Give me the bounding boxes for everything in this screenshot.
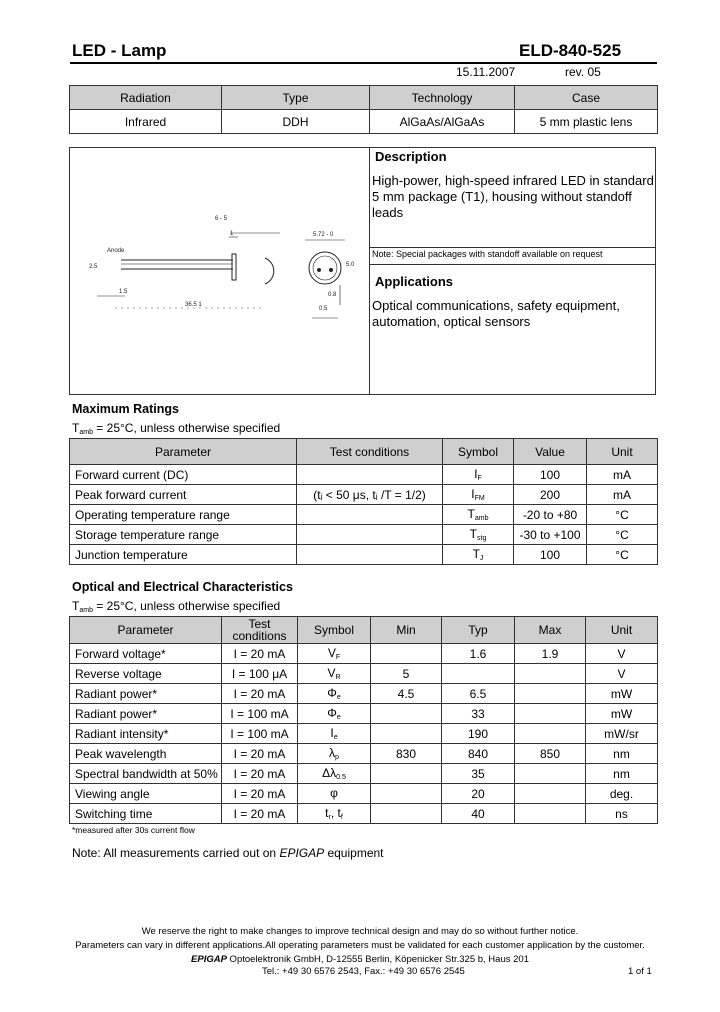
oc-symbol2-text: , t	[330, 806, 341, 820]
max-ratings-table	[69, 438, 658, 565]
summary-header-row	[70, 86, 658, 110]
oc-header-parameter: Parameter	[70, 617, 222, 644]
oc-conditions-text: I = 100 mA	[230, 726, 289, 741]
summary-case: 5 mm plastic lens	[515, 110, 658, 134]
note-brand: EPIGAP	[279, 846, 325, 860]
oc-cond-sub: amb	[79, 607, 93, 614]
applications-line-1: Optical communications, safety equipment,	[372, 298, 620, 313]
description-line-2: 5 mm package (T1), housing without standoff	[372, 189, 632, 204]
oc-typ	[442, 784, 515, 804]
oc-max-text: 1.9	[541, 646, 559, 661]
mr-unit-text: °C	[615, 507, 629, 522]
description-hrule-1	[369, 247, 656, 248]
oc-parameter	[70, 684, 222, 704]
oc-min	[371, 724, 442, 744]
dim-08-label: 0.8	[328, 292, 337, 298]
mr-parameter-text: Operating temperature range	[75, 507, 230, 522]
dim-lead-label: 5.72 - 0	[313, 232, 334, 238]
opt-char-table	[69, 616, 658, 824]
document-title: LED - Lamp	[72, 41, 167, 60]
oc-parameter-text: Forward voltage*	[75, 646, 166, 661]
max-ratings-title: Maximum Ratings	[72, 402, 179, 416]
oc-typ-text: 6.5	[469, 686, 487, 701]
oc-parameter-text: Spectral bandwidth at 50%	[75, 766, 218, 781]
oc-min-text: 4.5	[397, 686, 415, 701]
oc-max	[515, 704, 586, 724]
document-revision: rev. 05	[565, 65, 601, 79]
mr-symbol	[443, 485, 514, 505]
oc-conditions-text: I = 20 mA	[233, 766, 286, 781]
dim-05-label: 0.5	[319, 306, 328, 312]
dim-1-label: 1	[230, 231, 234, 237]
oc-parameter	[70, 804, 222, 824]
oc-conditions	[222, 704, 298, 724]
oc-max	[515, 764, 586, 784]
mr-value-text: 100	[539, 467, 561, 482]
oc-unit-text: ns	[615, 806, 628, 821]
oc-min	[371, 664, 442, 684]
anode-label: Anode	[107, 248, 125, 254]
oc-min	[371, 684, 442, 704]
oc-parameter-text: Reverse voltage	[75, 666, 162, 681]
oc-symbol	[298, 784, 371, 804]
mr-symbol-sub: J	[479, 555, 484, 562]
cond-text: = 25°C, unless otherwise specified	[92, 421, 281, 435]
oc-symbol-sub: r	[328, 814, 331, 821]
oc-parameter-text: Peak wavelength	[75, 746, 167, 761]
oc-parameter	[70, 764, 222, 784]
oc-min-text: 830	[395, 746, 417, 761]
pin-1	[318, 269, 321, 272]
mr-parameter	[70, 465, 297, 485]
mr-parameter	[70, 525, 297, 545]
oc-unit-text: deg.	[609, 786, 634, 801]
oc-typ	[442, 644, 515, 664]
pin-2	[330, 269, 333, 272]
table-row	[70, 644, 658, 664]
oc-symbol-text: t	[325, 806, 329, 820]
oc-max	[515, 744, 586, 764]
oc-symbol-sub: F	[335, 654, 341, 661]
footer-brand: EPIGAP	[191, 954, 227, 965]
oc-conditions	[222, 804, 298, 824]
mr-unit	[587, 485, 658, 505]
mr-value	[514, 505, 587, 525]
mr-symbol-text: I	[471, 487, 475, 501]
oc-cond-t: T	[72, 599, 80, 613]
opt-char-title: Optical and Electrical Characteristics	[72, 580, 293, 594]
oc-symbol	[298, 644, 371, 664]
oc-symbol	[298, 744, 371, 764]
mr-value-text: 100	[539, 547, 561, 562]
mr-symbol-text: I	[474, 467, 478, 481]
oc-typ-text: 20	[471, 786, 485, 801]
oc-header-min: Min	[371, 617, 442, 644]
mr-parameter-text: Peak forward current	[75, 487, 187, 502]
oc-unit	[586, 744, 658, 764]
summary-radiation: Infrared	[70, 110, 222, 134]
oc-typ-text: 840	[467, 746, 489, 761]
opt-char-header-row	[70, 617, 658, 644]
oc-header-symbol: Symbol	[298, 617, 371, 644]
oc-header-typ: Typ	[442, 617, 515, 644]
mr-header-parameter: Parameter	[70, 439, 297, 465]
dim-15-label: 1.5	[119, 289, 128, 295]
mr-header-unit: Unit	[587, 439, 658, 465]
oc-max	[515, 724, 586, 744]
table-row	[70, 525, 658, 545]
oc-symbol-text: λ	[329, 746, 336, 760]
oc-typ	[442, 684, 515, 704]
oc-unit-text: mW	[610, 686, 633, 701]
oc-parameter-text: Radiant power*	[75, 686, 158, 701]
mr-value	[514, 485, 587, 505]
table-row	[70, 744, 658, 764]
oc-symbol	[298, 664, 371, 684]
oc-parameter	[70, 644, 222, 664]
package-drawing	[75, 200, 365, 330]
mr-value-text: 200	[539, 487, 561, 502]
mr-symbol-sub: F	[477, 475, 482, 482]
dim-top-label: 6 - 5	[215, 216, 228, 222]
oc-conditions	[222, 684, 298, 704]
oc-conditions-text: I = 20 mA	[233, 786, 286, 801]
oc-max	[515, 804, 586, 824]
table-row	[70, 784, 658, 804]
mr-symbol	[443, 465, 514, 485]
lens-outline	[265, 258, 274, 284]
table-row	[70, 664, 658, 684]
oc-conditions-text: I = 20 mA	[233, 746, 286, 761]
mr-symbol-text: T	[467, 507, 475, 521]
dim-25-label: 2.5	[89, 264, 98, 270]
mr-unit	[587, 465, 658, 485]
mr-parameter-text: Forward current (DC)	[75, 467, 189, 482]
page-number: 1 of 1	[628, 966, 652, 977]
oc-symbol-text: V	[327, 646, 336, 660]
mr-header-conditions: Test conditions	[297, 439, 443, 465]
mr-unit-text: mA	[613, 487, 631, 502]
summary-header-case: Case	[515, 86, 658, 110]
max-ratings-body	[70, 465, 658, 565]
footer-line-2: Parameters can vary in different applications.All operating parameters must be validated for each customer application by the customer.	[75, 940, 645, 951]
oc-parameter-text: Radiant intensity*	[75, 726, 169, 741]
equipment-note	[72, 846, 384, 860]
oc-header-conditions: Test conditions	[222, 617, 298, 644]
oc-symbol	[298, 684, 371, 704]
summary-header-technology: Technology	[370, 86, 515, 110]
oc-symbol	[298, 764, 371, 784]
oc-symbol-sub: R	[335, 674, 341, 681]
table-row	[70, 545, 658, 565]
oc-conditions-text: I = 20 mA	[233, 686, 286, 701]
description-heading: Description	[375, 149, 447, 164]
oc-max	[515, 644, 586, 664]
mr-header-value: Value	[514, 439, 587, 465]
mr-symbol-sub: stg	[477, 535, 487, 542]
mr-symbol	[443, 505, 514, 525]
oc-min	[371, 804, 442, 824]
opt-char-body	[70, 644, 658, 824]
oc-typ	[442, 804, 515, 824]
package-front-inner	[313, 256, 337, 280]
oc-unit	[586, 664, 658, 684]
measurement-footnote: *measured after 30s current flow	[72, 825, 195, 835]
oc-typ-text: 190	[467, 726, 489, 741]
mr-parameter	[70, 545, 297, 565]
mr-conditions	[297, 545, 443, 565]
oc-symbol-sub: e	[333, 734, 338, 741]
oc-conditions	[222, 724, 298, 744]
oc-symbol-sub: e	[336, 714, 341, 721]
oc-unit	[586, 704, 658, 724]
special-package-note: Note: Special packages with standoff available on request	[372, 249, 603, 259]
oc-symbol	[298, 724, 371, 744]
table-row	[70, 465, 658, 485]
table-row	[70, 764, 658, 784]
mr-parameter-text: Junction temperature	[75, 547, 188, 562]
mr-header-symbol: Symbol	[443, 439, 514, 465]
footer-line-4: Tel.: +49 30 6576 2543, Fax.: +49 30 6576 2545	[262, 966, 465, 977]
summary-table	[69, 85, 658, 134]
oc-parameter	[70, 784, 222, 804]
oc-unit-text: nm	[613, 746, 630, 761]
note-suffix: equipment	[324, 846, 384, 860]
oc-symbol-text: φ	[330, 786, 338, 800]
oc-symbol-text: I	[330, 726, 334, 740]
oc-unit	[586, 684, 658, 704]
mr-value-text: -30 to +100	[519, 527, 581, 542]
summary-header-radiation: Radiation	[70, 86, 222, 110]
oc-unit-text: mW	[610, 706, 633, 721]
oc-min	[371, 764, 442, 784]
mr-value	[514, 525, 587, 545]
oc-unit	[586, 804, 658, 824]
oc-typ-text: 40	[471, 806, 485, 821]
oc-conditions	[222, 664, 298, 684]
oc-symbol-sub: p	[335, 754, 339, 761]
oc-unit-text: mW/sr	[604, 726, 639, 741]
mr-conditions	[297, 505, 443, 525]
oc-max	[515, 684, 586, 704]
mr-parameter	[70, 485, 297, 505]
mr-unit	[587, 505, 658, 525]
oc-typ-text: 35	[471, 766, 485, 781]
oc-typ	[442, 704, 515, 724]
oc-unit	[586, 724, 658, 744]
header-rule	[70, 62, 657, 64]
oc-conditions	[222, 764, 298, 784]
oc-max	[515, 664, 586, 684]
oc-symbol-sub: 0.5	[336, 774, 346, 781]
table-row	[70, 684, 658, 704]
table-row	[70, 704, 658, 724]
oc-parameter	[70, 744, 222, 764]
oc-symbol-sub: e	[336, 694, 341, 701]
oc-parameter	[70, 724, 222, 744]
summary-technology: AlGaAs/AlGaAs	[370, 110, 515, 134]
mr-symbol-sub: amb	[474, 515, 489, 522]
mr-symbol	[443, 545, 514, 565]
part-number: ELD-840-525	[519, 41, 622, 60]
oc-symbol	[298, 804, 371, 824]
description-hrule-2	[369, 264, 656, 265]
oc-conditions	[222, 744, 298, 764]
oc-min	[371, 784, 442, 804]
max-ratings-header-row	[70, 439, 658, 465]
table-row	[70, 724, 658, 744]
mr-conditions	[297, 525, 443, 545]
mr-value	[514, 545, 587, 565]
oc-typ	[442, 764, 515, 784]
footer-line-1: We reserve the right to make changes to improve technical design and may do so without further notice.	[141, 926, 579, 937]
cond-t: T	[72, 421, 80, 435]
table-row	[70, 804, 658, 824]
max-ratings-condition	[72, 421, 280, 436]
oc-min-text: 5	[402, 666, 410, 681]
oc-typ	[442, 724, 515, 744]
oc-symbol-text: Φ	[327, 686, 337, 700]
description-separator	[369, 147, 370, 395]
mr-conditions	[297, 465, 443, 485]
oc-conditions-text: I = 20 mA	[233, 646, 286, 661]
oc-conditions-text: I = 20 mA	[233, 806, 286, 821]
oc-max	[515, 784, 586, 804]
oc-unit-text: V	[617, 646, 626, 661]
oc-unit	[586, 784, 658, 804]
oc-symbol	[298, 704, 371, 724]
oc-unit-text: nm	[613, 766, 630, 781]
mr-value	[514, 465, 587, 485]
summary-header-type: Type	[222, 86, 370, 110]
description-line-3: leads	[372, 205, 404, 220]
oc-symbol2-sub: f	[340, 814, 343, 821]
footer-line-3	[0, 954, 720, 965]
oc-conditions	[222, 644, 298, 664]
mr-parameter	[70, 505, 297, 525]
oc-cond-text: = 25°C, unless otherwise specified	[92, 599, 281, 613]
mr-symbol-sub: FM	[474, 495, 485, 502]
oc-symbol-text: Φ	[327, 706, 337, 720]
summary-value-row	[70, 110, 658, 134]
oc-symbol-text: Δλ	[322, 766, 337, 780]
oc-header-max: Max	[515, 617, 586, 644]
mr-unit	[587, 525, 658, 545]
opt-char-condition	[72, 599, 280, 614]
oc-min	[371, 744, 442, 764]
mr-unit-text: °C	[615, 527, 629, 542]
oc-conditions-text: I = 100 μA	[231, 666, 288, 681]
oc-unit	[586, 644, 658, 664]
oc-typ-text: 33	[471, 706, 485, 721]
oc-unit	[586, 764, 658, 784]
oc-typ	[442, 744, 515, 764]
table-row	[70, 505, 658, 525]
document-date: 15.11.2007	[456, 65, 516, 79]
package-front-view	[309, 252, 341, 284]
mr-unit	[587, 545, 658, 565]
mr-conditions	[297, 485, 443, 505]
note-prefix: Note: All measurements carried out on	[72, 846, 280, 860]
oc-unit-text: V	[617, 666, 626, 681]
mr-unit-text: °C	[615, 547, 629, 562]
description-line-1: High-power, high-speed infrared LED in standard	[372, 173, 654, 188]
oc-parameter-text: Switching time	[75, 806, 153, 821]
footer-address: Optoelektronik GmbH, D-12555 Berlin, Köpenicker Str.325 b, Haus 201	[226, 954, 529, 965]
oc-parameter	[70, 664, 222, 684]
table-row	[70, 485, 658, 505]
mr-conditions-text: (tᵢ < 50 μs, tᵢ /T = 1/2)	[313, 487, 426, 502]
oc-symbol-text: V	[327, 666, 336, 680]
applications-heading: Applications	[375, 274, 454, 289]
oc-typ-text: 1.6	[469, 646, 487, 661]
oc-conditions	[222, 784, 298, 804]
oc-header-unit: Unit	[586, 617, 658, 644]
oc-parameter-text: Viewing angle	[75, 786, 150, 801]
applications-text	[372, 298, 620, 330]
dim-right-label: 5.0	[346, 262, 355, 268]
oc-conditions-text: I = 100 mA	[230, 706, 289, 721]
mr-symbol	[443, 525, 514, 545]
mr-unit-text: mA	[613, 467, 631, 482]
package-flange	[232, 254, 236, 280]
oc-parameter-text: Radiant power*	[75, 706, 158, 721]
summary-type: DDH	[222, 110, 370, 134]
mr-parameter-text: Storage temperature range	[75, 527, 220, 542]
oc-min	[371, 704, 442, 724]
mr-symbol-text: T	[469, 527, 477, 541]
oc-min	[371, 644, 442, 664]
oc-max-text: 850	[539, 746, 561, 761]
mr-value-text: -20 to +80	[522, 507, 578, 522]
cond-sub: amb	[79, 429, 93, 436]
applications-line-2: automation, optical sensors	[372, 314, 531, 329]
oc-typ	[442, 664, 515, 684]
description-text	[372, 173, 654, 221]
oc-parameter	[70, 704, 222, 724]
mr-symbol-text: T	[472, 547, 480, 561]
dim-length-label: 36.5 1	[185, 302, 202, 308]
